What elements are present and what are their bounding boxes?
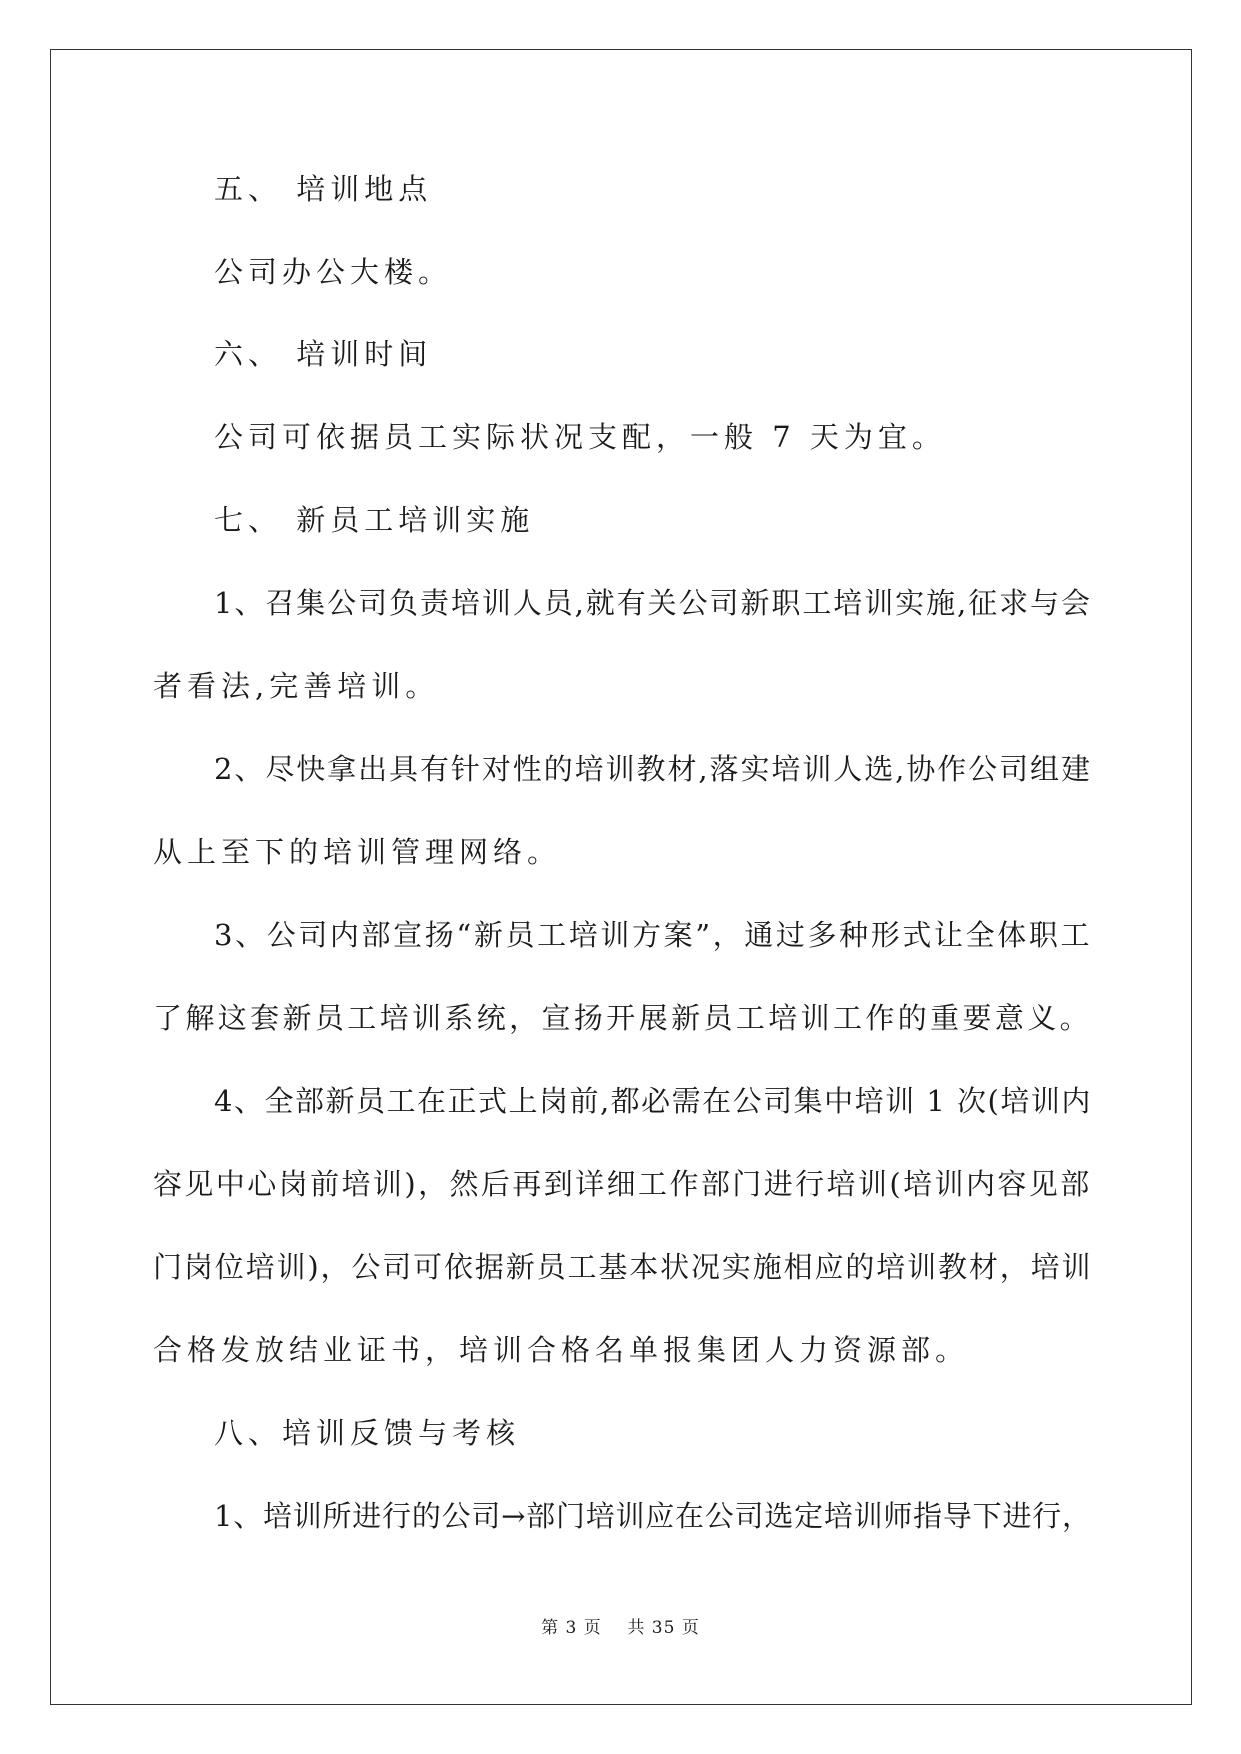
paragraph-line: 2、尽快拿出具有针对性的培训教材,落实培训人选,协作公司组建: [214, 752, 1092, 786]
section-heading: 七、 新员工培训实施: [214, 503, 535, 537]
paragraph-line: 者看法,完善培训。: [153, 669, 440, 703]
paragraph-line: 容见中心岗前培训)，然后再到详细工作部门进行培训(培训内容见部: [153, 1167, 1092, 1201]
paragraph-line: 4、全部新员工在正式上岗前,都必需在公司集中培训 1 次(培训内: [214, 1084, 1092, 1118]
paragraph-line: 公司办公大楼。: [214, 255, 453, 289]
paragraph-line: 公司可依据员工实际状况支配，一般 7 天为宜。: [214, 420, 946, 454]
section-heading: 六、 培训时间: [214, 337, 433, 371]
page-number: 第 3 页 共 35 页: [541, 1618, 700, 1638]
section-heading: 八、培训反馈与考核: [214, 1416, 521, 1450]
page-footer: [0, 1613, 1241, 1638]
paragraph-line: 从上至下的培训管理网络。: [153, 835, 562, 869]
paragraph-line: 1、培训所进行的公司→部门培训应在公司选定培训师指导下进行，: [214, 1499, 1092, 1533]
paragraph-line: 了解这套新员工培训系统，宣扬开展新员工培训工作的重要意义。: [153, 1001, 1093, 1035]
section-heading: 五、 培训地点: [214, 172, 433, 206]
paragraph-line: 1、召集公司负责培训人员,就有关公司新职工培训实施,征求与会: [214, 586, 1092, 620]
page-border: [50, 49, 1192, 1705]
paragraph-line: 合格发放结业证书，培训合格名单报集团人力资源部。: [153, 1333, 970, 1367]
paragraph-line: 门岗位培训)，公司可依据新员工基本状况实施相应的培训教材，培训: [153, 1250, 1093, 1284]
paragraph-line: 3、公司内部宣扬“新员工培训方案”，通过多种形式让全体职工: [214, 918, 1093, 952]
